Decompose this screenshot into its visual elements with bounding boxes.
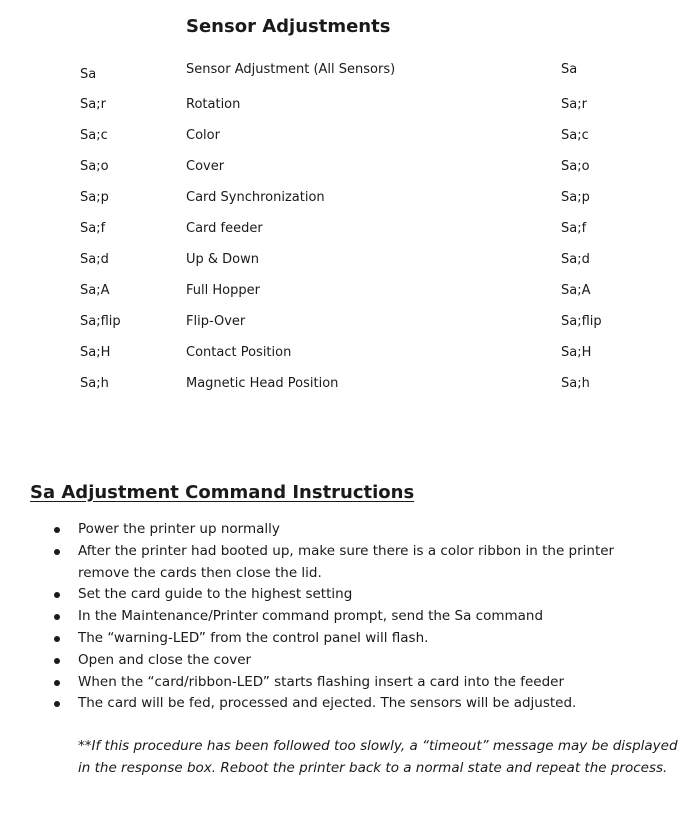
command-code: Sa;f (80, 221, 106, 236)
command-description: Flip-Over (186, 314, 246, 329)
table-row (0, 219, 694, 239)
command-value: Sa;d (561, 252, 590, 267)
command-description: Up & Down (186, 252, 260, 267)
command-value: Sa;f (561, 221, 587, 236)
command-value: Sa;r (561, 97, 587, 112)
command-description: Full Hopper (186, 283, 260, 298)
table-row (0, 250, 694, 270)
command-code: Sa;A (80, 283, 110, 298)
table-row (0, 281, 694, 301)
command-value: Sa;h (561, 376, 590, 391)
table-row (0, 312, 694, 332)
instructions-heading: Sa Adjustment Command Instructions (30, 482, 415, 503)
command-code: Sa;H (80, 345, 111, 360)
list-item: The “warning-LED” from the control panel will flash. (78, 628, 668, 650)
table-row (0, 126, 694, 146)
command-code: Sa;o (80, 159, 109, 174)
command-code: Sa;r (80, 97, 106, 112)
command-description: Color (186, 128, 220, 143)
command-value: Sa (561, 62, 578, 77)
command-description: Card Synchronization (186, 190, 325, 205)
list-item: After the printer had booted up, make sure there is a color ribbon in the printer remove the cards then close the lid. (78, 541, 668, 585)
table-row (0, 95, 694, 115)
command-value: Sa;o (561, 159, 590, 174)
command-description: Card feeder (186, 221, 263, 236)
command-code: Sa;flip (80, 314, 121, 329)
list-item: When the “card/ribbon-LED” starts flashing insert a card into the feeder (78, 672, 668, 694)
table-row (0, 64, 694, 84)
command-description: Contact Position (186, 345, 292, 360)
command-value: Sa;flip (561, 314, 602, 329)
command-value: Sa;c (561, 128, 589, 143)
command-description: Sensor Adjustment (All Sensors) (186, 62, 396, 77)
command-code: Sa;p (80, 190, 109, 205)
command-code: Sa;h (80, 376, 109, 391)
command-description: Cover (186, 159, 225, 174)
table-row (0, 188, 694, 208)
list-item: In the Maintenance/Printer command prompt, send the Sa command (78, 606, 668, 628)
table-row (0, 374, 694, 394)
command-description: Rotation (186, 97, 241, 112)
command-description: Magnetic Head Position (186, 376, 339, 391)
command-code: Sa;c (80, 128, 108, 143)
command-value: Sa;A (561, 283, 591, 298)
command-value: Sa;H (561, 345, 592, 360)
command-value: Sa;p (561, 190, 590, 205)
list-item: The card will be fed, processed and ejected. The sensors will be adjusted. (78, 693, 668, 715)
table-row (0, 343, 694, 363)
list-item: Set the card guide to the highest setting (78, 584, 668, 606)
instructions-list (78, 519, 668, 715)
list-item: Open and close the cover (78, 650, 668, 672)
list-item: Power the printer up normally (78, 519, 668, 541)
command-code: Sa (80, 67, 97, 82)
command-code: Sa;d (80, 252, 109, 267)
page-title: Sensor Adjustments (186, 16, 391, 37)
table-row (0, 157, 694, 177)
timeout-note: **If this procedure has been followed too slowly, a “timeout” message may be displayed in the response box. Reboot the printer back to a normal state and repeat the process. (78, 738, 678, 776)
